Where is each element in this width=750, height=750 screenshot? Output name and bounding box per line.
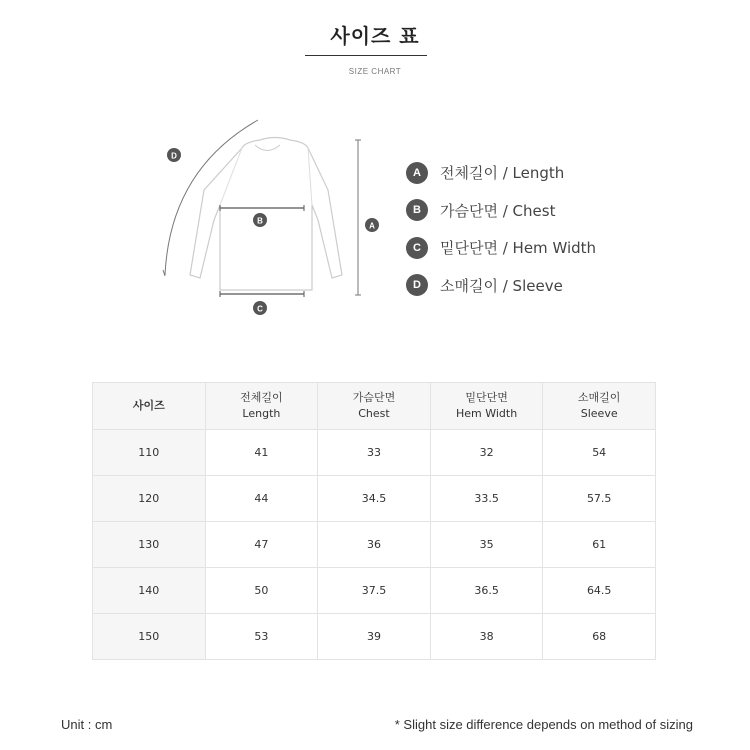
header-chest: 가슴단면 Chest (318, 383, 431, 430)
table-cell: 33.5 (430, 476, 543, 522)
raglan-seam-right (308, 148, 312, 205)
svg-text:D: D (171, 151, 177, 161)
header-size: 사이즈 (93, 383, 206, 430)
table-row (93, 614, 656, 660)
collar (255, 145, 280, 151)
table-cell: 33 (318, 430, 431, 476)
header-sleeve: 소매길이 Sleeve (543, 383, 656, 430)
table-cell: 36.5 (430, 568, 543, 614)
legend-badge: C (406, 237, 428, 259)
marker-c (253, 301, 267, 315)
table-row (93, 568, 656, 614)
marker-a (365, 218, 379, 232)
table-cell: 57.5 (543, 476, 656, 522)
table-cell: 39 (318, 614, 431, 660)
raglan-seam-left (220, 148, 242, 205)
legend-item-chest (406, 198, 596, 223)
table-cell: 32 (430, 430, 543, 476)
table-row (93, 476, 656, 522)
table-cell: 130 (93, 522, 206, 568)
table-cell: 150 (93, 614, 206, 660)
table-cell: 140 (93, 568, 206, 614)
svg-text:C: C (257, 304, 263, 314)
table-cell: 36 (318, 522, 431, 568)
table-cell: 68 (543, 614, 656, 660)
table-row (93, 430, 656, 476)
sweatshirt-outline (190, 138, 342, 291)
table-header-row (93, 383, 656, 430)
legend-label: 전체길이 / Length (440, 164, 565, 182)
sizing-disclaimer: * Slight size difference depends on method of sizing (394, 717, 693, 732)
svg-text:A: A (369, 221, 375, 231)
table-cell: 41 (205, 430, 318, 476)
legend-label: 가슴단면 / Chest (440, 201, 556, 220)
header-length: 전체길이 Length (205, 383, 318, 430)
legend-item-hem-width (406, 235, 596, 260)
table-cell: 110 (93, 430, 206, 476)
marker-b (253, 213, 267, 227)
table-cell: 38 (430, 614, 543, 660)
table-cell: 61 (543, 522, 656, 568)
legend-item-sleeve (406, 273, 596, 298)
table-cell: 37.5 (318, 568, 431, 614)
table-cell: 50 (205, 568, 318, 614)
table-cell: 44 (205, 476, 318, 522)
title-divider (305, 55, 427, 56)
legend-label: 소매길이 / Sleeve (440, 276, 563, 295)
table-cell: 47 (205, 522, 318, 568)
legend-badge: D (406, 274, 428, 296)
table-cell: 53 (205, 614, 318, 660)
table-cell: 120 (93, 476, 206, 522)
page-title: 사이즈 표 (330, 24, 420, 48)
sleeve-measure-arc (165, 120, 258, 275)
header-hem-width: 밑단단면 Hem Width (430, 383, 543, 430)
measurement-legend (406, 160, 596, 310)
legend-badge: A (406, 162, 428, 184)
legend-label: 밑단단면 / Hem Width (440, 239, 597, 257)
page-subtitle: SIZE CHART (348, 67, 402, 76)
table-cell: 34.5 (318, 476, 431, 522)
marker-d (167, 148, 181, 162)
unit-note: Unit : cm (61, 717, 113, 732)
size-table (92, 382, 656, 660)
table-cell: 35 (430, 522, 543, 568)
legend-item-length (406, 160, 596, 185)
legend-badge: B (406, 199, 428, 221)
table-cell: 54 (543, 430, 656, 476)
sweatshirt-diagram (150, 110, 400, 320)
svg-text:B: B (257, 216, 263, 226)
table-row (93, 522, 656, 568)
table-cell: 64.5 (543, 568, 656, 614)
